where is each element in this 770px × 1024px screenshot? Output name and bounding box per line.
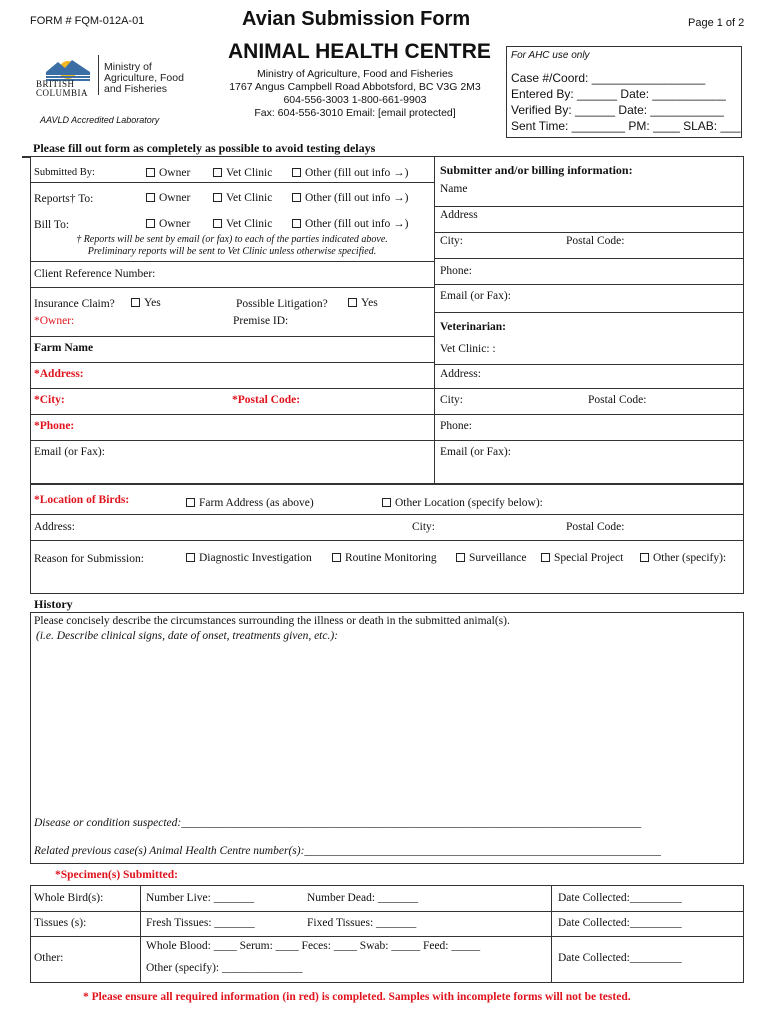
checkbox-icon[interactable] bbox=[213, 219, 222, 228]
reports-other-checkbox[interactable]: Other (fill out info →) bbox=[292, 192, 408, 204]
owner-phone-field[interactable]: *Phone: bbox=[34, 420, 75, 432]
submitted-other-checkbox[interactable]: Other (fill out info →) bbox=[292, 167, 408, 179]
checkbox-icon[interactable] bbox=[146, 168, 155, 177]
submitter-postal-field[interactable]: Postal Code: bbox=[566, 235, 625, 247]
history-hint: (i.e. Describe clinical signs, date of onset, treatments given, etc.): bbox=[36, 630, 339, 642]
disease-suspected-field[interactable]: Disease or condition suspected:________________________________________________________________________________ bbox=[34, 817, 642, 829]
reason-label: Reason for Submission: bbox=[34, 553, 144, 565]
checkbox-icon[interactable] bbox=[348, 298, 357, 307]
location-city-field[interactable]: City: bbox=[412, 521, 436, 533]
reason-routine-checkbox[interactable]: Routine Monitoring bbox=[332, 552, 437, 564]
specimens-heading: *Specimen(s) Submitted: bbox=[55, 869, 178, 881]
accreditation: AAVLD Accredited Laboratory bbox=[40, 115, 160, 125]
ministry-logo-text: Ministry of Agriculture, Food and Fisheries bbox=[104, 61, 184, 95]
submitted-vet-checkbox[interactable]: Vet Clinic bbox=[213, 167, 272, 179]
insurance-claim-label: Insurance Claim? bbox=[34, 298, 115, 310]
owner-email-field[interactable]: Email (or Fax): bbox=[34, 446, 105, 458]
premise-id-field[interactable]: Premise ID: bbox=[233, 315, 289, 327]
checkbox-icon[interactable] bbox=[186, 498, 195, 507]
owner-field[interactable]: *Owner: bbox=[34, 315, 75, 327]
ahc-use-heading: For AHC use only bbox=[511, 50, 590, 61]
ahc-case[interactable]: Case #/Coord: _________________ bbox=[511, 71, 706, 85]
location-farm-checkbox[interactable]: Farm Address (as above) bbox=[186, 497, 314, 509]
checkbox-icon[interactable] bbox=[186, 553, 195, 562]
bill-other-checkbox[interactable]: Other (fill out info →) bbox=[292, 218, 408, 230]
checkbox-icon[interactable] bbox=[640, 553, 649, 562]
date-collected-tissues[interactable]: Date Collected:_________ bbox=[558, 917, 682, 929]
submitted-owner-checkbox[interactable]: Owner bbox=[146, 167, 190, 179]
reports-to-label: Reports† To: bbox=[34, 193, 94, 205]
owner-city-field[interactable]: *City: bbox=[34, 394, 65, 406]
form-number: FORM # FQM-012A-01 bbox=[30, 15, 145, 27]
checkbox-icon[interactable] bbox=[131, 298, 140, 307]
checkbox-icon[interactable] bbox=[292, 168, 301, 177]
checkbox-icon[interactable] bbox=[456, 553, 465, 562]
insurance-yes-checkbox[interactable]: Yes bbox=[131, 297, 161, 309]
number-live-field[interactable]: Number Live: _______ bbox=[146, 892, 254, 904]
centre-contact: Ministry of Agriculture, Food and Fisheries 1767 Angus Campbell Road Abbotsford, BC V3G 2M3 604-556-3003 1-800-661-9903 Fax: 604-556-3010 Email: [email protected] bbox=[229, 68, 481, 119]
location-postal-field[interactable]: Postal Code: bbox=[566, 521, 625, 533]
checkbox-icon[interactable] bbox=[332, 553, 341, 562]
bill-vet-checkbox[interactable]: Vet Clinic bbox=[213, 218, 272, 230]
submitter-name-field[interactable]: Name bbox=[440, 183, 468, 195]
bc-logo-text: BRITISH COLUMBIA bbox=[36, 79, 89, 98]
submitter-address-field[interactable]: Address bbox=[440, 209, 478, 221]
checkbox-icon[interactable] bbox=[541, 553, 550, 562]
specimen-whole-label: Whole Bird(s): bbox=[34, 892, 104, 904]
checkbox-icon[interactable] bbox=[382, 498, 391, 507]
location-other-checkbox[interactable]: Other Location (specify below): bbox=[382, 497, 543, 509]
fresh-tissues-field[interactable]: Fresh Tissues: _______ bbox=[146, 917, 255, 929]
farm-name-field[interactable]: Farm Name bbox=[34, 342, 94, 354]
centre-name: ANIMAL HEALTH CENTRE bbox=[228, 40, 491, 63]
history-instructions: Please concisely describe the circumstances surrounding the illness or death in the submitted animal(s). bbox=[34, 615, 510, 627]
date-collected-whole[interactable]: Date Collected:_________ bbox=[558, 892, 682, 904]
related-cases-field[interactable]: Related previous case(s) Animal Health Centre number(s):______________________________________________________________ bbox=[34, 845, 661, 857]
vet-postal-field[interactable]: Postal Code: bbox=[588, 394, 647, 406]
submitter-email-field[interactable]: Email (or Fax): bbox=[440, 290, 511, 302]
fixed-tissues-field[interactable]: Fixed Tissues: _______ bbox=[307, 917, 417, 929]
ahc-sent[interactable]: Sent Time: ________ PM: ____ SLAB: ___ bbox=[511, 119, 741, 133]
reports-vet-checkbox[interactable]: Vet Clinic bbox=[213, 192, 272, 204]
specimen-other-label: Other: bbox=[34, 952, 64, 964]
bill-to-label: Bill To: bbox=[34, 219, 70, 231]
number-dead-field[interactable]: Number Dead: _______ bbox=[307, 892, 419, 904]
vet-phone-field[interactable]: Phone: bbox=[440, 420, 472, 432]
reports-owner-checkbox[interactable]: Owner bbox=[146, 192, 190, 204]
checkbox-icon[interactable] bbox=[213, 168, 222, 177]
location-address-field[interactable]: Address: bbox=[34, 521, 75, 533]
ahc-use-fields bbox=[511, 70, 741, 134]
veterinarian-heading: Veterinarian: bbox=[440, 321, 507, 333]
checkbox-icon[interactable] bbox=[292, 219, 301, 228]
checkbox-icon[interactable] bbox=[146, 193, 155, 202]
checkbox-icon[interactable] bbox=[146, 219, 155, 228]
reason-other-checkbox[interactable]: Other (specify): bbox=[640, 552, 726, 564]
vet-clinic-field[interactable]: Vet Clinic: : bbox=[440, 343, 496, 355]
reports-note: † Reports will be sent by email (or fax) to each of the parties indicated above. Preliminary reports will be sent to Vet Clinic unless otherwise specified. bbox=[76, 234, 388, 257]
litigation-label: Possible Litigation? bbox=[236, 298, 328, 310]
vet-city-field[interactable]: City: bbox=[440, 394, 464, 406]
blood-serum-feces-field[interactable]: Whole Blood: ____ Serum: ____ Feces: ____ Swab: _____ Feed: _____ bbox=[146, 940, 481, 952]
other-specify-field[interactable]: Other (specify): ______________ bbox=[146, 962, 303, 974]
history-heading: History bbox=[34, 597, 73, 611]
litigation-yes-checkbox[interactable]: Yes bbox=[348, 297, 378, 309]
ahc-verified[interactable]: Verified By: ______ Date: ___________ bbox=[511, 103, 724, 117]
vet-email-field[interactable]: Email (or Fax): bbox=[440, 446, 511, 458]
specimen-tissues-label: Tissues (s): bbox=[34, 917, 87, 929]
page-number: Page 1 of 2 bbox=[688, 17, 745, 29]
bill-owner-checkbox[interactable]: Owner bbox=[146, 218, 190, 230]
submitter-phone-field[interactable]: Phone: bbox=[440, 265, 472, 277]
reason-diagnostic-checkbox[interactable]: Diagnostic Investigation bbox=[186, 552, 312, 564]
instructions: Please fill out form as completely as possible to avoid testing delays bbox=[33, 141, 376, 155]
submitted-by-label: Submitted By: bbox=[34, 167, 95, 178]
submitter-city-field[interactable]: City: bbox=[440, 235, 464, 247]
owner-address-field[interactable]: *Address: bbox=[34, 368, 84, 380]
reason-surveillance-checkbox[interactable]: Surveillance bbox=[456, 552, 526, 564]
form-title: Avian Submission Form bbox=[242, 8, 471, 30]
owner-postal-field[interactable]: *Postal Code: bbox=[232, 394, 301, 406]
reason-special-checkbox[interactable]: Special Project bbox=[541, 552, 623, 564]
submitter-heading: Submitter and/or billing information: bbox=[440, 163, 633, 177]
checkbox-icon[interactable] bbox=[213, 193, 222, 202]
location-label: *Location of Birds: bbox=[34, 494, 130, 506]
ahc-entered[interactable]: Entered By: ______ Date: ___________ bbox=[511, 87, 726, 101]
vet-address-field[interactable]: Address: bbox=[440, 368, 481, 380]
footer-warning: * Please ensure all required information (in red) is completed. Samples with incomplete forms will not be tested. bbox=[83, 991, 631, 1003]
client-ref-field[interactable]: Client Reference Number: bbox=[34, 268, 156, 280]
checkbox-icon[interactable] bbox=[292, 193, 301, 202]
date-collected-other[interactable]: Date Collected:_________ bbox=[558, 952, 682, 964]
